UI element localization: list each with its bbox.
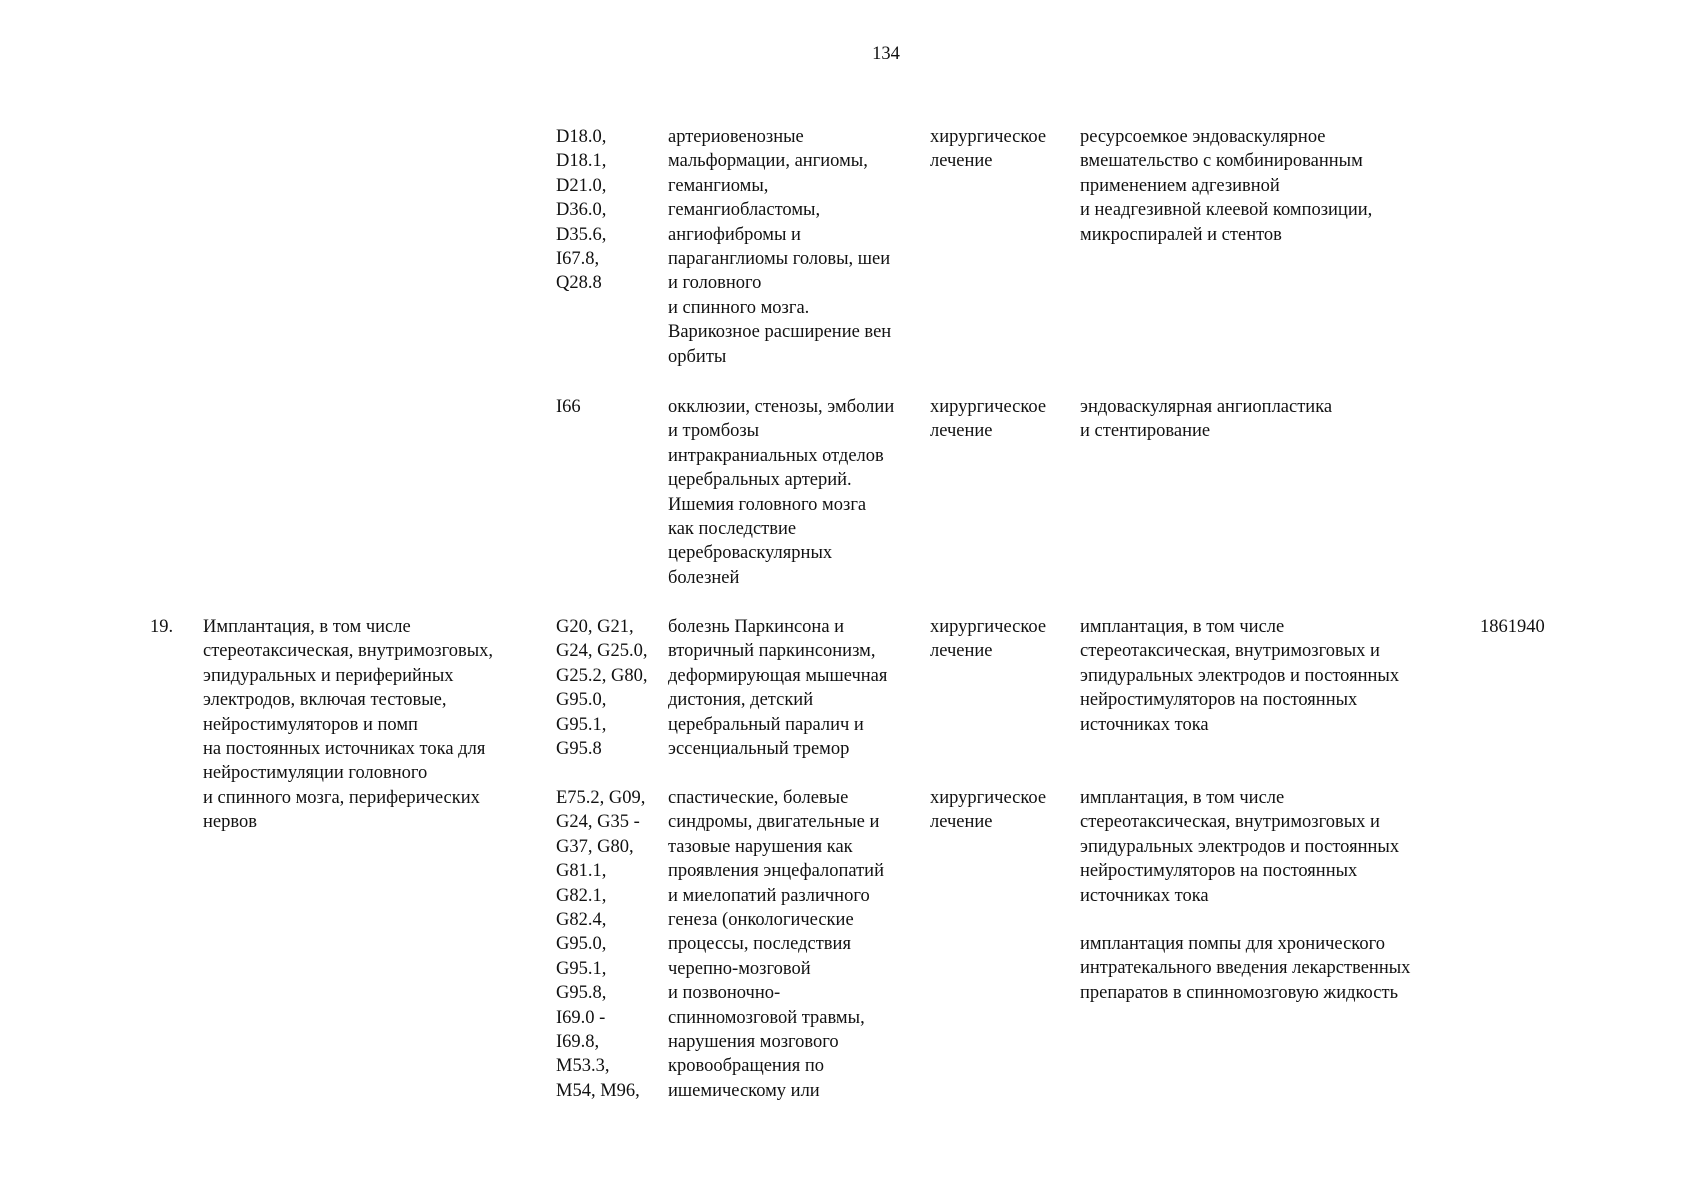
icd-codes-cell: E75.2, G09, G24, G35 - G37, G80, G81.1, G82.1, G82.4, G95.0, G95.1, G95.8, I69.0 - I69.8, M53.3, M54, M96, <box>556 788 646 1101</box>
treatment-type-cell: хирургическое лечение <box>930 788 1047 833</box>
cost-cell: 1861940 <box>1480 617 1545 637</box>
treatment-method-cell: имплантация, в том числе стереотаксическая, внутримозговых и эпидуральных электродов и постоянных нейростимуляторов на постоянных источниках тока <box>1080 617 1400 735</box>
treatment-method-cell: имплантация, в том числе стереотаксическая, внутримозговых и эпидуральных электродов и постоянных нейростимуляторов на постоянных источниках тока <box>1080 788 1400 906</box>
row-number-cell: 19. <box>150 617 174 637</box>
care-type-name-cell: Имплантация, в том числе стереотаксическая, внутримозговых, эпидуральных и периферийных электродов, включая тестовые, нейростимуляторов и помп на постоянных источниках тока для нейростимуляции головного и спинного мозга, периферических нервов <box>203 617 494 833</box>
patient-model-cell: болезнь Паркинсона и вторичный паркинсонизм, деформирующая мышечная дистония, детский церебральный паралич и эссенциальный тремор <box>668 617 888 760</box>
treatment-method-cell: ресурсоемкое эндоваскулярное вмешательство с комбинированным применением адгезивной и неадгезивной клеевой композиции, микроспиралей и стентов <box>1080 127 1373 245</box>
treatment-type-cell: хирургическое лечение <box>930 127 1047 172</box>
icd-codes-cell: I66 <box>556 397 581 417</box>
patient-model-cell: окклюзии, стенозы, эмболии и тромбозы интракраниальных отделов церебральных артерий. Ишемия головного мозга как последствие цереброваскулярных болезней <box>668 397 895 588</box>
treatment-method-cell-secondary: имплантация помпы для хронического интратекального введения лекарственных препаратов в спинномозговую жидкость <box>1080 934 1411 1003</box>
patient-model-cell: артериовенозные мальформации, ангиомы, гемангиомы, гемангиобластомы, ангиофибромы и параганглиомы головы, шеи и головного и спинного мозга. Варикозное расширение вен орбиты <box>668 127 892 367</box>
treatment-type-cell: хирургическое лечение <box>930 617 1047 662</box>
page-number: 134 <box>872 44 900 64</box>
treatment-method-cell: эндоваскулярная ангиопластика и стентирование <box>1080 397 1333 442</box>
icd-codes-cell: D18.0, D18.1, D21.0, D36.0, D35.6, I67.8, Q28.8 <box>556 127 607 294</box>
icd-codes-cell: G20, G21, G24, G25.0, G25.2, G80, G95.0, G95.1, G95.8 <box>556 617 648 760</box>
patient-model-cell: спастические, болевые синдромы, двигательные и тазовые нарушения как проявления энцефалопатий и миелопатий различного генеза (онкологические процессы, последствия черепно-мозговой и позвоночно- спинномозговой травмы, нарушения мозгового кровообращения по ишемическому или <box>668 788 884 1101</box>
treatment-type-cell: хирургическое лечение <box>930 397 1047 442</box>
